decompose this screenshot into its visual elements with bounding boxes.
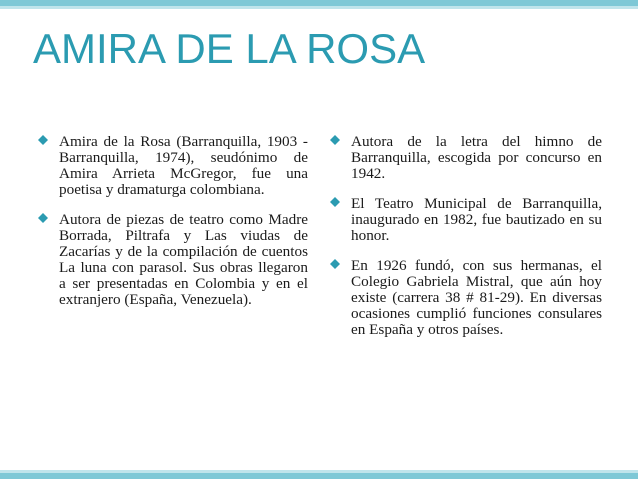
bullet-text: Autora de la letra del himno de Barranquilla, escogida por concurso en 1942. bbox=[351, 133, 602, 182]
diamond-bullet-icon bbox=[38, 213, 48, 223]
bullet-text: Amira de la Rosa (Barranquilla, 1903 - Barranquilla, 1974), seudónimo de Amira Arrieta McGregor, fue una poetisa y dramaturga colombiana. bbox=[59, 133, 308, 198]
bullet-item bbox=[330, 258, 602, 338]
bullet-item bbox=[330, 134, 602, 182]
bullet-text: En 1926 fundó, con sus hermanas, el Colegio Gabriela Mistral, que aún hoy existe (carrera 38 # 81-29). En diversas ocasiones cumplió funciones consulares en España y otros países. bbox=[351, 257, 602, 338]
diamond-bullet-icon bbox=[330, 259, 340, 269]
diamond-bullet-icon bbox=[38, 135, 48, 145]
slide-title: AMIRA DE LA ROSA bbox=[33, 25, 426, 72]
bullet-text: El Teatro Municipal de Barranquilla, inaugurado en 1982, fue bautizado en su honor. bbox=[351, 195, 602, 244]
bottom-accent-bar bbox=[0, 473, 638, 479]
diamond-bullet-icon bbox=[330, 197, 340, 207]
bullet-item bbox=[38, 212, 308, 308]
right-column bbox=[330, 134, 602, 352]
left-column bbox=[38, 134, 308, 322]
bullet-text: Autora de piezas de teatro como Madre Borrada, Piltrafa y Las viudas de Zacarías y de la compilación de cuentos La luna con parasol. Sus obras llegaron a ser presentadas en Colombia y en el extranjero (España, Venezuela). bbox=[59, 211, 308, 308]
top-accent-stripe bbox=[0, 6, 638, 9]
bullet-item bbox=[38, 134, 308, 198]
bullet-item bbox=[330, 196, 602, 244]
diamond-bullet-icon bbox=[330, 135, 340, 145]
